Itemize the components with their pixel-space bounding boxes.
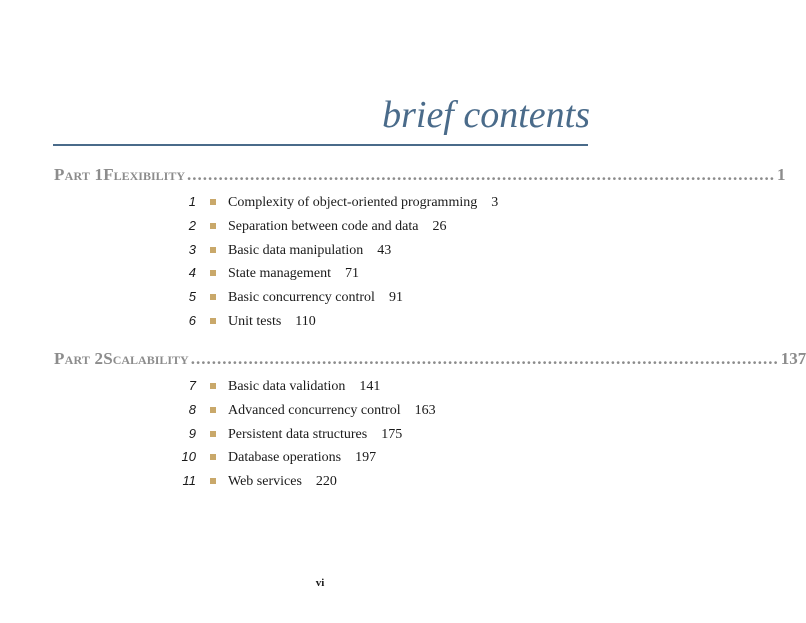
square-bullet-icon [210, 431, 216, 437]
dot-leader: ................................................................................................................ [187, 165, 775, 184]
chapter-title: Separation between code and data [228, 218, 419, 234]
chapter-entry[interactable] [168, 218, 608, 242]
part-label: Part 1 [54, 165, 104, 184]
dot-leader: ................................................................................................................ [190, 349, 779, 368]
chapter-number: 9 [188, 425, 196, 441]
square-bullet-icon [210, 407, 216, 413]
square-bullet-icon [210, 199, 216, 205]
square-bullet-icon [210, 318, 216, 324]
chapter-title: Basic concurrency control [228, 290, 375, 306]
chapter-title: Advanced concurrency control [228, 402, 401, 418]
chapter-list [168, 194, 608, 337]
chapter-title: Unit tests [228, 313, 282, 329]
chapter-entry[interactable] [168, 313, 608, 337]
part-name: Flexibility [103, 165, 185, 184]
chapter-title: Web services [228, 474, 302, 490]
chapter-page: 163 [414, 402, 436, 418]
part-heading[interactable] [54, 165, 786, 185]
chapter-entry[interactable] [168, 289, 608, 313]
page-title: brief contents [382, 94, 590, 136]
chapter-title: Database operations [228, 450, 342, 466]
square-bullet-icon [210, 270, 216, 276]
chapter-title: State management [228, 266, 332, 282]
chapter-number: 10 [181, 449, 196, 465]
chapter-number: 1 [188, 194, 196, 209]
chapter-entry[interactable] [168, 426, 608, 450]
part-name: Scalability [103, 349, 189, 368]
chapter-page: 3 [491, 195, 499, 210]
part-label: Part 2 [54, 349, 104, 368]
square-bullet-icon [210, 383, 216, 389]
chapter-number: 2 [188, 217, 196, 233]
chapter-number: 8 [188, 401, 196, 417]
chapter-number: 4 [188, 265, 196, 281]
chapter-page: 175 [381, 426, 403, 442]
title-rule [53, 144, 588, 146]
chapter-number: 6 [188, 312, 196, 328]
square-bullet-icon [210, 454, 216, 460]
square-bullet-icon [210, 294, 216, 300]
chapter-entry[interactable] [168, 449, 608, 473]
chapter-entry[interactable] [168, 242, 608, 266]
square-bullet-icon [210, 223, 216, 229]
chapter-title: Persistent data structures [228, 426, 368, 442]
chapter-number: 11 [182, 473, 196, 489]
chapter-entry[interactable] [168, 402, 608, 426]
part-heading[interactable] [54, 349, 806, 369]
chapter-page: 71 [345, 266, 360, 282]
chapter-number: 7 [188, 378, 196, 393]
chapter-page: 141 [359, 379, 381, 394]
chapter-page: 91 [388, 290, 403, 306]
chapter-page: 220 [315, 474, 337, 490]
square-bullet-icon [210, 478, 216, 484]
chapter-title: Basic data manipulation [228, 242, 364, 258]
chapter-entry[interactable] [168, 265, 608, 289]
chapter-list [168, 378, 608, 497]
chapter-page: 43 [377, 242, 392, 258]
chapter-number: 5 [188, 289, 196, 305]
chapter-title: Basic data validation [228, 379, 346, 394]
chapter-page: 110 [295, 313, 316, 329]
chapter-entry[interactable] [168, 194, 608, 218]
chapter-number: 3 [188, 241, 196, 257]
chapter-entry[interactable] [168, 378, 608, 402]
page-number: vi [315, 577, 325, 589]
chapter-page: 197 [355, 450, 377, 466]
part-page: 1 [777, 165, 786, 184]
square-bullet-icon [210, 247, 216, 253]
part-page: 137 [780, 349, 806, 368]
chapter-title: Complexity of object-oriented programming [228, 195, 478, 210]
chapter-page: 26 [432, 218, 447, 234]
chapter-entry[interactable] [168, 473, 608, 497]
